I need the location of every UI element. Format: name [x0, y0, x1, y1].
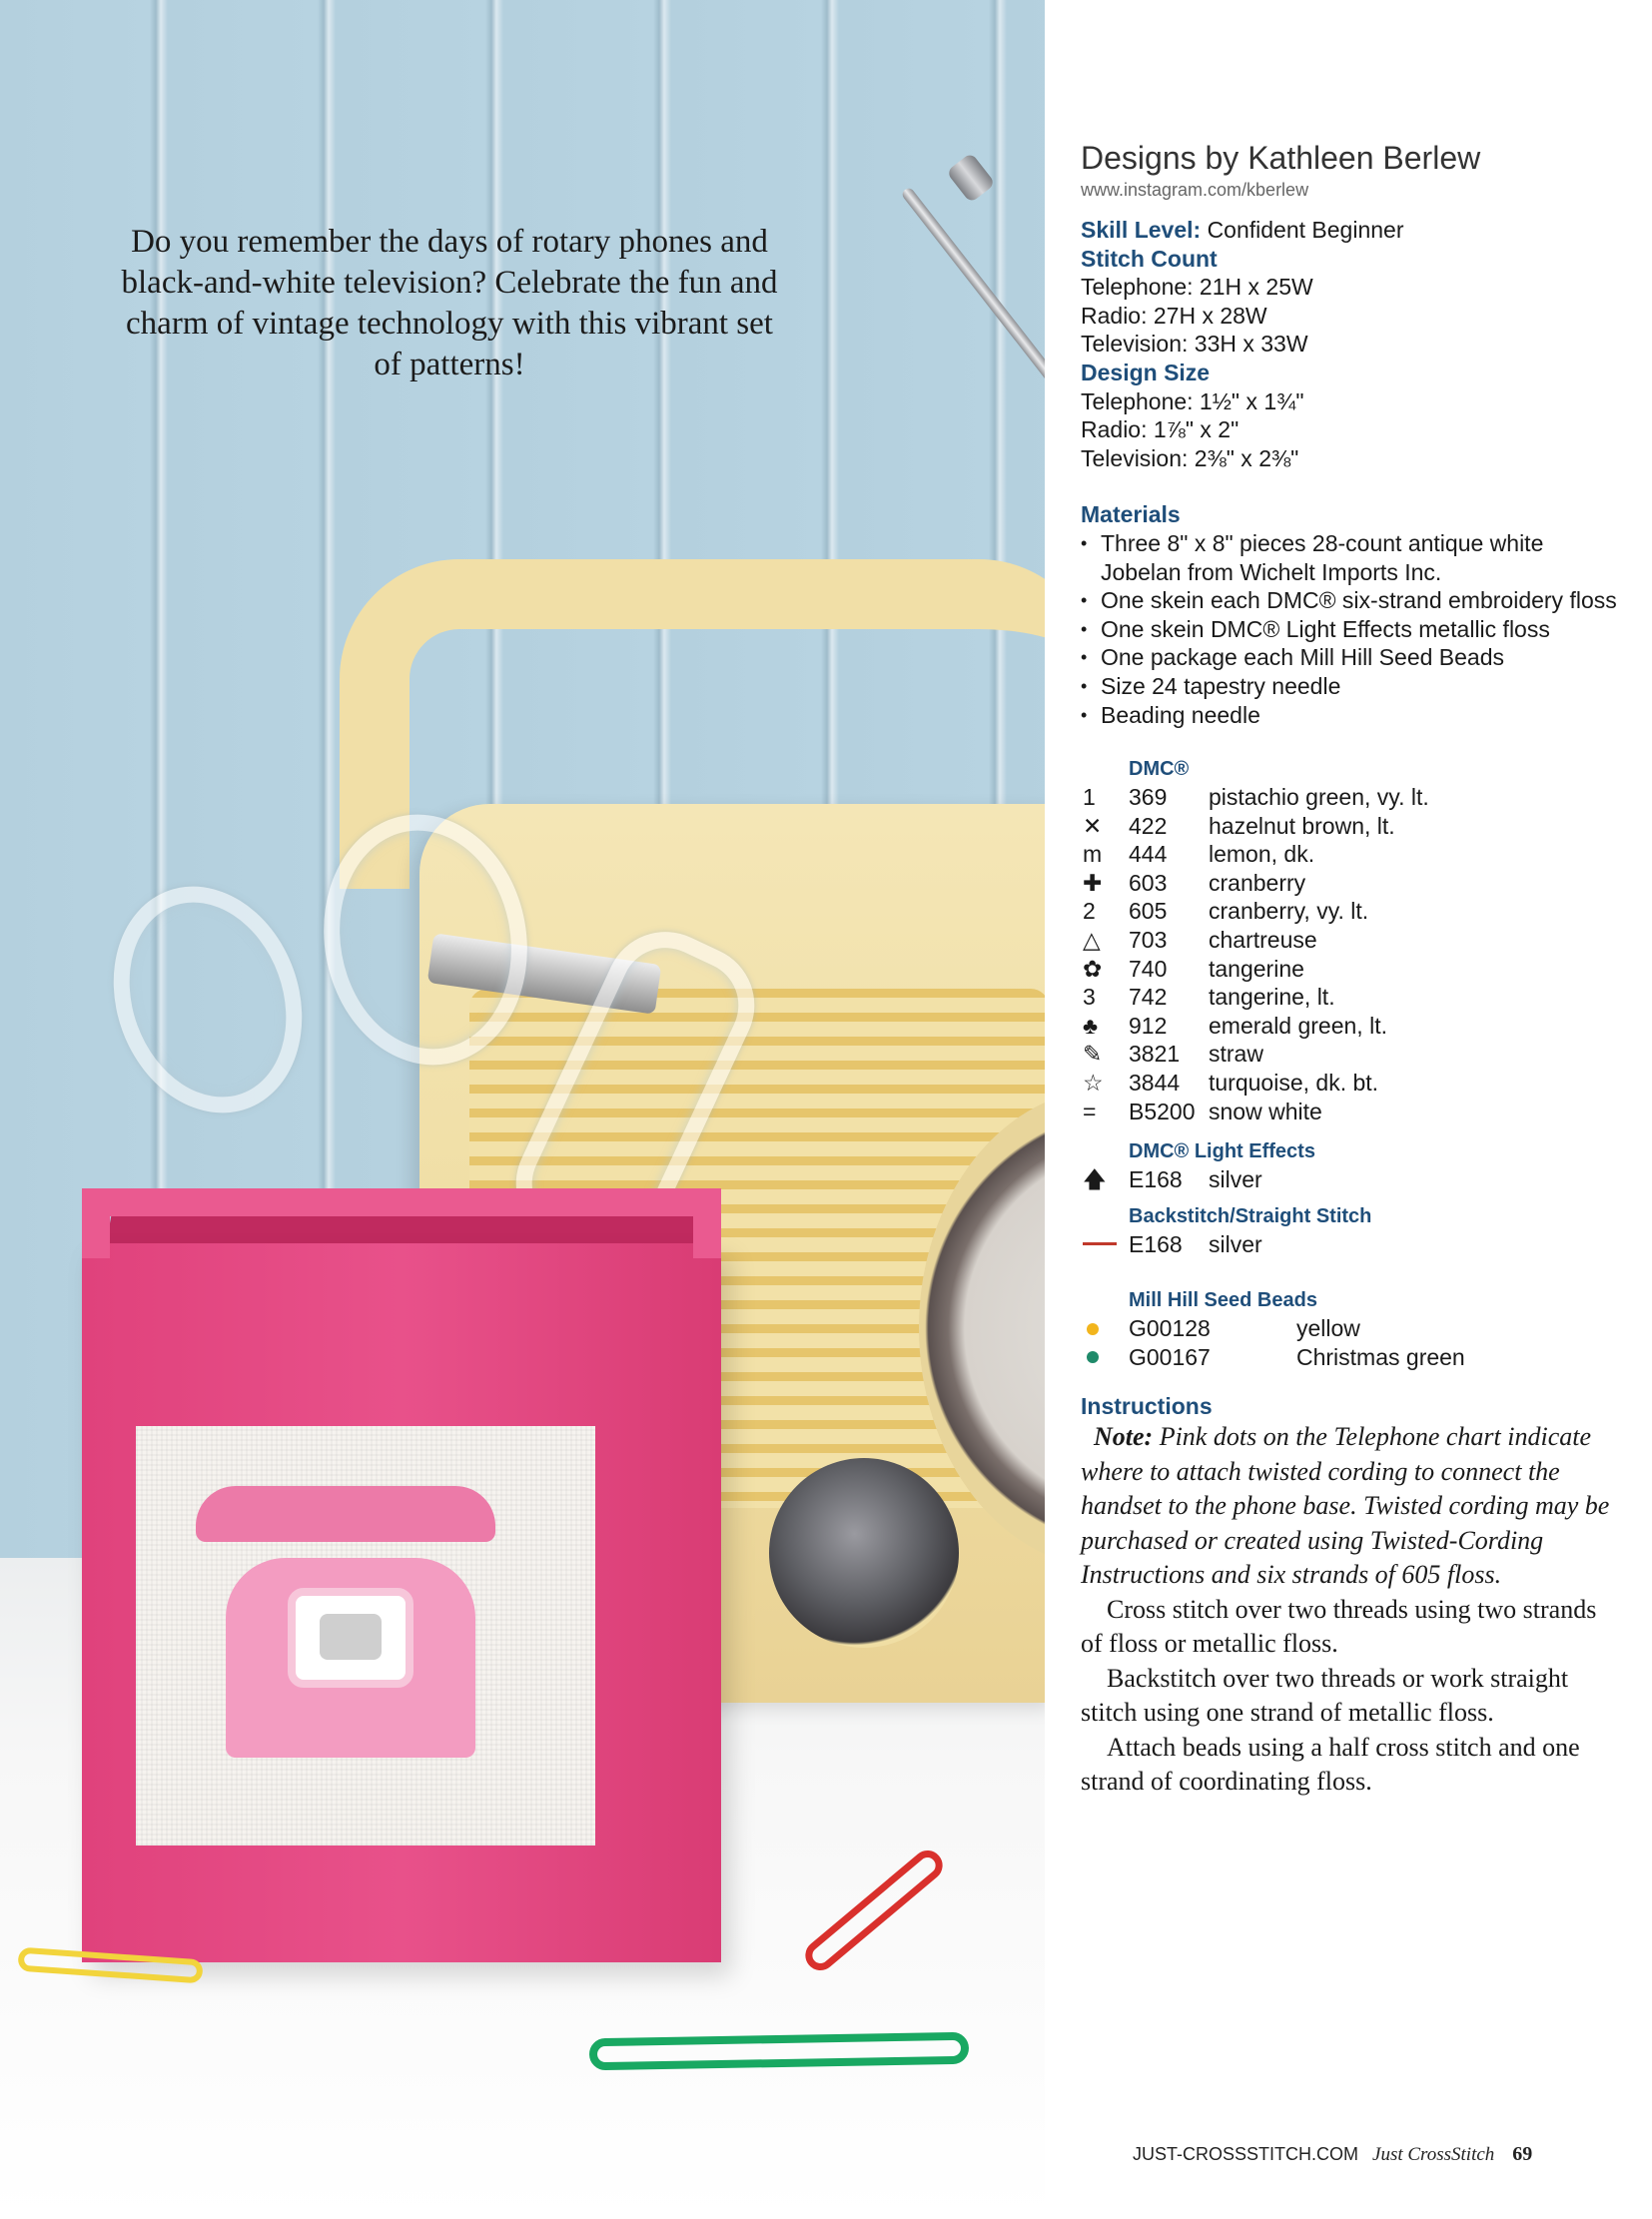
key-color-name: Christmas green — [1296, 1344, 1465, 1370]
radio-knob — [769, 1458, 959, 1648]
key-row — [1081, 1165, 1620, 1194]
instructions-paragraph: Attach beads using a half cross stitch and one strand of coordinating floss. — [1081, 1732, 1580, 1797]
key-code: 3844 — [1129, 1070, 1181, 1097]
yellow-bead-dot-icon — [1087, 1323, 1099, 1335]
footer-magazine: Just CrossStitch — [1372, 2144, 1495, 2165]
materials-list — [1081, 529, 1620, 729]
footer-site[interactable]: JUST-CROSSSTITCH.COM — [1133, 2144, 1359, 2164]
instructions-heading: Instructions — [1081, 1392, 1213, 1419]
key-code: 422 — [1129, 812, 1168, 839]
stitch-count-line: Telephone: 21H x 25W — [1081, 274, 1313, 301]
pencil-cup-rim — [82, 1188, 721, 1258]
key-row — [1081, 897, 1620, 926]
design-size-line: Radio: 1⅞" x 2" — [1081, 416, 1239, 443]
beads-key-title: Mill Hill Seed Beads — [1129, 1289, 1317, 1312]
backstitch-line-icon — [1083, 1242, 1117, 1245]
flower-symbol-icon: ✿ — [1083, 955, 1103, 982]
stitched-phone-handset — [196, 1486, 495, 1542]
cross-symbol-icon: ✕ — [1083, 812, 1103, 839]
key-code: E168 — [1129, 1230, 1183, 1257]
key-row — [1081, 812, 1620, 841]
key-color-name: hazelnut brown, lt. — [1209, 812, 1395, 839]
stitch-count-line: Television: 33H x 33W — [1081, 331, 1308, 358]
key-code: E168 — [1129, 1166, 1183, 1193]
instructions-note — [1081, 1420, 1620, 1593]
key-color-name: turquoise, dk. bt. — [1209, 1070, 1379, 1097]
key-code: 603 — [1129, 869, 1168, 896]
skill-level-value: Confident Beginner — [1207, 217, 1404, 243]
club-symbol-icon: ♣ — [1083, 1012, 1099, 1039]
pattern-info-column — [1081, 138, 1620, 1800]
materials-item: • One package each Mill Hill Seed Beads — [1081, 643, 1620, 672]
key-row — [1081, 1040, 1620, 1069]
page-number: 69 — [1512, 2143, 1533, 2165]
intro-pullquote: Do you remember the days of rotary phones and black-and-white television? Celebrate the fun and charm of vintage technology with this vibrant set of patterns! — [121, 224, 778, 382]
key-color-name: cranberry, vy. lt. — [1209, 898, 1369, 925]
materials-item: • One skein DMC® Light Effects metallic floss — [1081, 615, 1620, 644]
key-row — [1081, 1069, 1620, 1098]
stitch-count-line: Radio: 27H x 28W — [1081, 302, 1267, 329]
two-symbol-icon: 2 — [1083, 898, 1096, 925]
materials-item: • Size 24 tapestry needle — [1081, 672, 1620, 701]
key-code: G00128 — [1129, 1315, 1211, 1342]
plus-symbol-icon: ✚ — [1083, 869, 1103, 896]
stitched-phone-dial-center — [320, 1614, 382, 1660]
key-color-name: cranberry — [1209, 869, 1306, 896]
key-color-name: emerald green, lt. — [1209, 1012, 1387, 1039]
page-footer — [1133, 2143, 1532, 2166]
key-color-name: yellow — [1296, 1315, 1360, 1342]
materials-item: • Beading needle — [1081, 701, 1620, 730]
key-color-name: snow white — [1209, 1098, 1322, 1124]
key-color-name: silver — [1209, 1230, 1262, 1257]
star-symbol-icon: ☆ — [1083, 1070, 1104, 1097]
key-row — [1081, 783, 1620, 812]
key-code: 912 — [1129, 1012, 1168, 1039]
key-code: 3821 — [1129, 1041, 1181, 1068]
dmc-key-list — [1081, 783, 1620, 1125]
key-color-name: straw — [1209, 1041, 1263, 1068]
instructions-paragraph: Backstitch over two threads or work straight stitch using one strand of metallic floss. — [1081, 1663, 1569, 1728]
materials-heading: Materials — [1081, 501, 1181, 528]
materials-item: • Three 8" x 8" pieces 28-count antique white Jobelan from Wichelt Imports Inc. — [1081, 529, 1620, 586]
triangle-symbol-icon: △ — [1083, 927, 1101, 954]
dmc-key-title: DMC® — [1129, 758, 1190, 781]
key-color-name: chartreuse — [1209, 927, 1317, 954]
design-size-line: Television: 2⅜" x 2⅜" — [1081, 444, 1299, 471]
skill-level-label: Skill Level: — [1081, 217, 1202, 243]
key-code: 742 — [1129, 984, 1168, 1011]
key-code: 740 — [1129, 955, 1168, 982]
pencil-symbol-icon: ✎ — [1083, 1041, 1103, 1068]
designer-url[interactable]: www.instagram.com/kberlew — [1081, 180, 1309, 200]
letter-m-symbol-icon: m — [1083, 841, 1103, 868]
key-row — [1081, 869, 1620, 898]
key-row — [1081, 926, 1620, 955]
key-row — [1081, 1230, 1620, 1259]
key-color-name: pistachio green, vy. lt. — [1209, 784, 1429, 811]
design-size-line: Telephone: 1½" x 1¾" — [1081, 387, 1304, 414]
designer-byline: Designs by Kathleen Berlew — [1081, 140, 1481, 176]
design-size-heading: Design Size — [1081, 359, 1211, 385]
key-color-name: tangerine, lt. — [1209, 984, 1335, 1011]
instructions-note-label: Note: — [1094, 1422, 1154, 1452]
key-row — [1081, 1343, 1620, 1372]
key-color-name: tangerine — [1209, 955, 1304, 982]
materials-item: • One skein each DMC® six-strand embroidery floss — [1081, 586, 1620, 615]
key-row — [1081, 1314, 1620, 1343]
backstitch-key-title: Backstitch/Straight Stitch — [1129, 1204, 1372, 1227]
arrow-up-icon: 🡅 — [1083, 1166, 1107, 1193]
key-row — [1081, 1012, 1620, 1041]
key-row — [1081, 983, 1620, 1012]
key-row — [1081, 840, 1620, 869]
green-paperclip — [589, 2032, 970, 2071]
key-color-name: silver — [1209, 1166, 1262, 1193]
one-symbol-icon: 1 — [1083, 784, 1096, 811]
key-code: 605 — [1129, 898, 1168, 925]
green-bead-dot-icon — [1087, 1351, 1099, 1363]
three-symbol-icon: 3 — [1083, 984, 1096, 1011]
key-code: G00167 — [1129, 1344, 1211, 1370]
key-code: 703 — [1129, 927, 1168, 954]
skill-level — [1081, 216, 1620, 245]
equals-symbol-icon: = — [1083, 1098, 1097, 1124]
key-row — [1081, 1098, 1620, 1126]
light-effects-key-title: DMC® Light Effects — [1129, 1140, 1315, 1163]
stitch-count-heading: Stitch Count — [1081, 245, 1218, 272]
instructions-paragraph: Cross stitch over two threads using two strands of floss or metallic floss. — [1081, 1594, 1597, 1659]
key-color-name: lemon, dk. — [1209, 841, 1315, 868]
key-code: 444 — [1129, 841, 1168, 868]
key-row — [1081, 955, 1620, 984]
instructions-note-text: Pink dots on the Telephone chart indicate where to attach twisted cording to connect the handset to the phone base. Twisted cording may be purchased or created using Twisted-Cording Instructions and six strands of 605 floss. — [1081, 1422, 1610, 1590]
key-code: B5200 — [1129, 1098, 1196, 1124]
key-code: 369 — [1129, 784, 1168, 811]
